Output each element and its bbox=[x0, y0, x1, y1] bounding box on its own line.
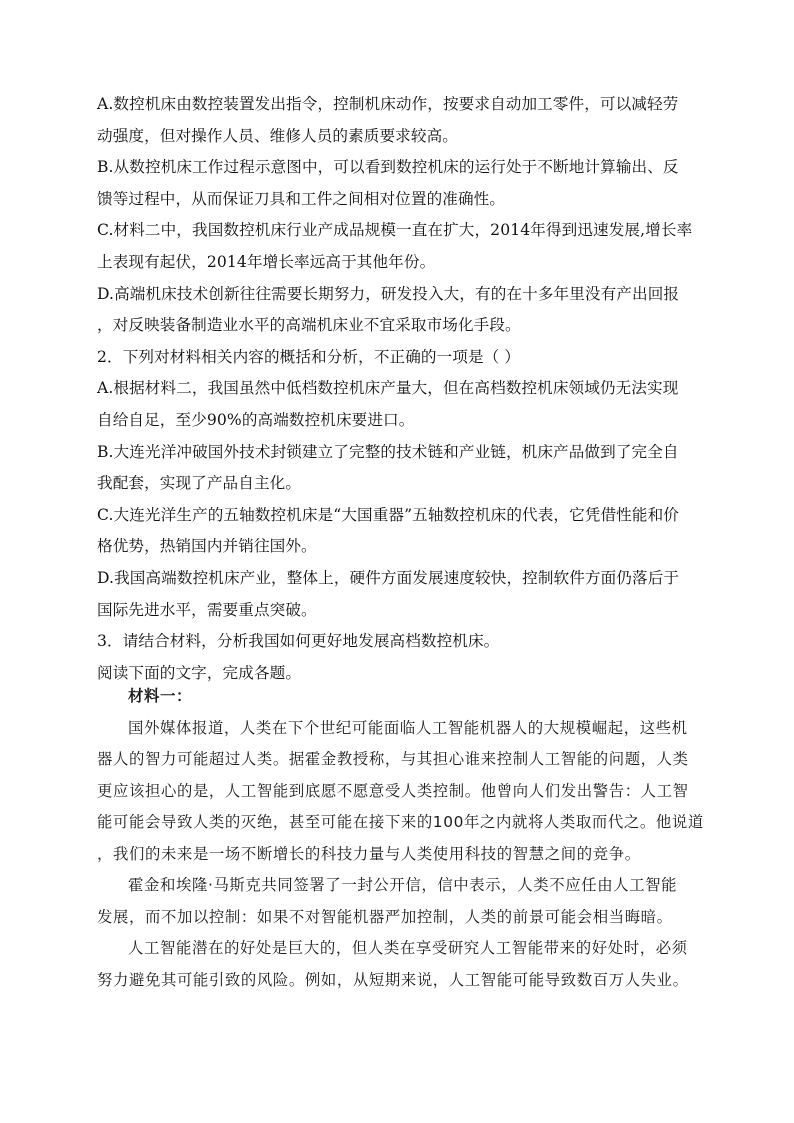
q2-stem: 2．下列对材料相关内容的概括和分析，不正确的一项是（ ） bbox=[97, 347, 521, 366]
material-p1-line4: 能可能会导致人类的灭绝，甚至可能在接下来的100年之内就将人类取而代之。他说道 bbox=[97, 813, 704, 831]
material-p3-line2: 努力避免其可能引致的风险。例如，从短期来说，人工智能可能导致数百万人失业。 bbox=[97, 970, 689, 989]
q1-option-b-line1: B.从数控机床工作过程示意图中，可以看到数控机床的运行处于不断地计算输出、反 bbox=[97, 158, 679, 177]
q2-option-d-line1: D.我国高端数控机床产业，整体上，硬件方面发展速度较快，控制软件方面仍落后于 bbox=[97, 568, 680, 587]
material-section bbox=[97, 681, 704, 996]
material-heading: 材料一： bbox=[128, 687, 192, 705]
q1-option-d-line1: D.高端机床技术创新往往需要长期努力，研发投入大，有的在十多年里没有产出回报 bbox=[97, 284, 680, 303]
material-p1-line2: 器人的智力可能超过人类。据霍金教授称，与其担心谁来控制人工智能的问题，人类 bbox=[97, 750, 689, 768]
q1-option-d-line2: ，对反映装备制造业水平的高端机床业不宜采取市场化手段。 bbox=[97, 316, 521, 335]
q2-option-b-line2: 我配套，实现了产品自主化。 bbox=[97, 474, 302, 493]
q2-option-c-line1: C.大连光洋生产的五轴数控机床是“大国重器”五轴数控机床的代表，它凭借性能和价 bbox=[97, 505, 679, 524]
q2-option-c-line2: 格优势，热销国内并销往国外。 bbox=[97, 537, 317, 556]
material-p2-line2: 发展，而不加以控制：如果不对智能机器严加控制，人类的前景可能会相当晦暗。 bbox=[97, 907, 673, 926]
question-section bbox=[97, 89, 717, 689]
q1-option-b-line2: 馈等过程中，从而保证刀具和工件之间相对位置的准确性。 bbox=[97, 189, 506, 208]
q1-option-c-line2: 上表现有起伏，2014年增长率远高于其他年份。 bbox=[97, 252, 436, 271]
q1-option-a-line2: 动强度，但对操作人员、维修人员的素质要求较高。 bbox=[97, 126, 458, 145]
q2-option-b-line1: B.大连光洋冲破国外技术封锁建立了完整的技术链和产业链，机床产品做到了完全自 bbox=[97, 442, 679, 461]
q2-option-a-line2: 自给自足，至少90%的高端数控机床要进口。 bbox=[97, 410, 415, 429]
q3-stem: 3．请结合材料，分析我国如何更好地发展高档数控机床。 bbox=[97, 632, 500, 651]
reading-intro: 阅读下面的文字，完成各题。 bbox=[97, 663, 302, 682]
q1-option-c-line1: C.材料二中，我国数控机床行业产成品规模一直在扩大，2014年得到迅速发展,增长率 bbox=[97, 221, 693, 240]
q1-option-a-line1: A.数控机床由数控装置发出指令，控制机床动作，按要求自动加工零件，可以减轻劳 bbox=[97, 95, 679, 113]
material-p2-line1: 霍金和埃隆·马斯克共同签署了一封公开信，信中表示，人类不应任由人工智能 bbox=[128, 876, 678, 894]
material-p3-line1: 人工智能潜在的好处是巨大的，但人类在享受研究人工智能带来的好处时，必须 bbox=[128, 939, 688, 957]
material-p1-line5: ，我们的未来是一场不断增长的科技力量与人类使用科技的智慧之间的竞争。 bbox=[97, 844, 641, 863]
q2-option-d-line2: 国际先进水平，需要重点突破。 bbox=[97, 600, 317, 619]
q2-option-a-line1: A.根据材料二，我国虽然中低档数控机床产量大，但在高档数控机床领域仍无法实现 bbox=[97, 379, 679, 398]
material-p1-line1: 国外媒体报道，人类在下个世纪可能面临人工智能机器人的大规模崛起，这些机 bbox=[128, 718, 688, 737]
material-p1-line3: 更应该担心的是，人工智能到底愿不愿意受人类控制。他曾向人们发出警告：人工智 bbox=[97, 781, 689, 800]
